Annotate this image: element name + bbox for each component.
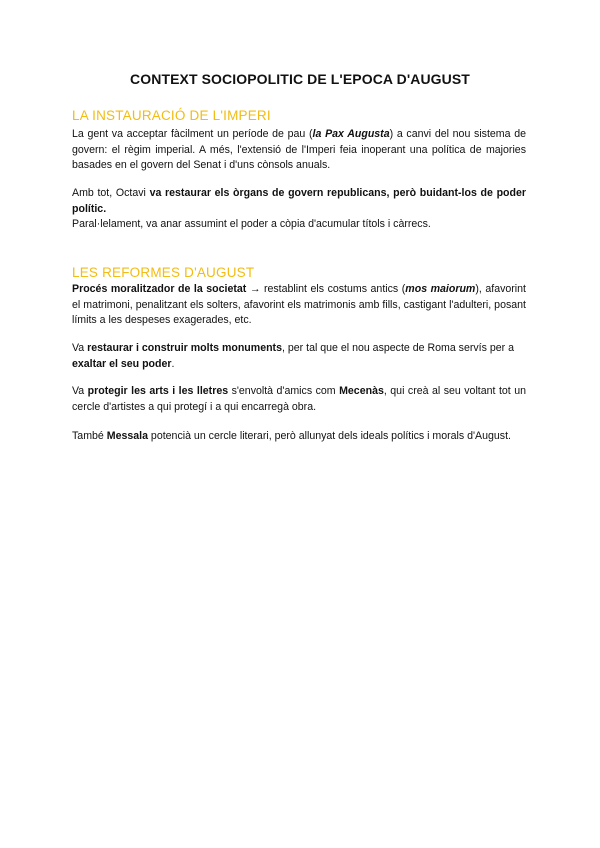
paragraph-proces-moralitzador bbox=[72, 282, 526, 329]
emphasis-exaltar-poder: exaltar el seu poder bbox=[72, 357, 172, 370]
text-span: . bbox=[171, 357, 175, 370]
text-span: → restablint els costums antics ( bbox=[246, 283, 406, 295]
text-span: També bbox=[72, 430, 107, 442]
paragraph-messala bbox=[72, 429, 526, 445]
page-title: CONTEXT SOCIOPOLITIC DE L'EPOCA D'AUGUST bbox=[130, 71, 470, 87]
emphasis-monuments: restaurar i construir molts monuments bbox=[87, 342, 282, 354]
text-span: , per tal que el nou aspecte de Roma servís per a bbox=[281, 342, 515, 354]
text-span: Va bbox=[72, 385, 88, 397]
paragraph-octavi bbox=[72, 186, 526, 233]
emphasis-arts-lletres: protegir les arts i les lletres bbox=[87, 385, 229, 397]
section-heading-imperi: LA INSTAURACIÓ DE L'IMPERI bbox=[72, 108, 271, 123]
section-heading-reformes: LES REFORMES D'AUGUST bbox=[72, 265, 255, 280]
text-span: s'envoltà d'amics com bbox=[228, 385, 340, 397]
text-span: potencià un cercle literari, però allunyat dels ideals polítics i morals d'August. bbox=[147, 430, 511, 442]
emphasis-restaurar-organs: va restaurar els òrgans de govern republicans, però buidant-los de poder polític. bbox=[72, 187, 526, 215]
text-span: Va bbox=[72, 342, 88, 354]
text-span: Paral·lelament, va anar assumint el poder a còpia d'acumular títols i càrrecs. bbox=[72, 218, 431, 231]
emphasis-proces-moralitzador: Procés moralitzador de la societat bbox=[72, 283, 247, 295]
text-span: Amb tot, Octavi bbox=[72, 187, 150, 199]
emphasis-mos-maiorum: mos maiorum bbox=[405, 283, 476, 295]
paragraph-arts-lletres bbox=[72, 384, 526, 415]
emphasis-messala: Messala bbox=[106, 430, 148, 442]
text-span: La gent va acceptar fàcilment un període de pau ( bbox=[72, 128, 313, 140]
emphasis-mecenas: Mecenàs bbox=[339, 385, 384, 397]
text-span: , qui creà al seu voltant tot un cercle d'artistes a qui protegí i a qui encarregà obra. bbox=[72, 385, 526, 413]
text-span: ) a canvi del nou sistema de govern: el règim imperial. A més, l'extensió de l'Imperi feia inoperant una política de majories basades en el govern del Senat i d'uns cònsols anuals. bbox=[72, 128, 527, 172]
emphasis-pax-augusta: la Pax Augusta bbox=[312, 128, 390, 140]
paragraph-pax-augusta bbox=[72, 127, 526, 174]
text-span: ), afavorint el matrimoni, penalitzant els solters, afavorint els matrimonis amb fills, castigant l'adulteri, posant límits a les despeses exagerades, etc. bbox=[72, 283, 526, 327]
paragraph-monuments bbox=[72, 341, 526, 372]
